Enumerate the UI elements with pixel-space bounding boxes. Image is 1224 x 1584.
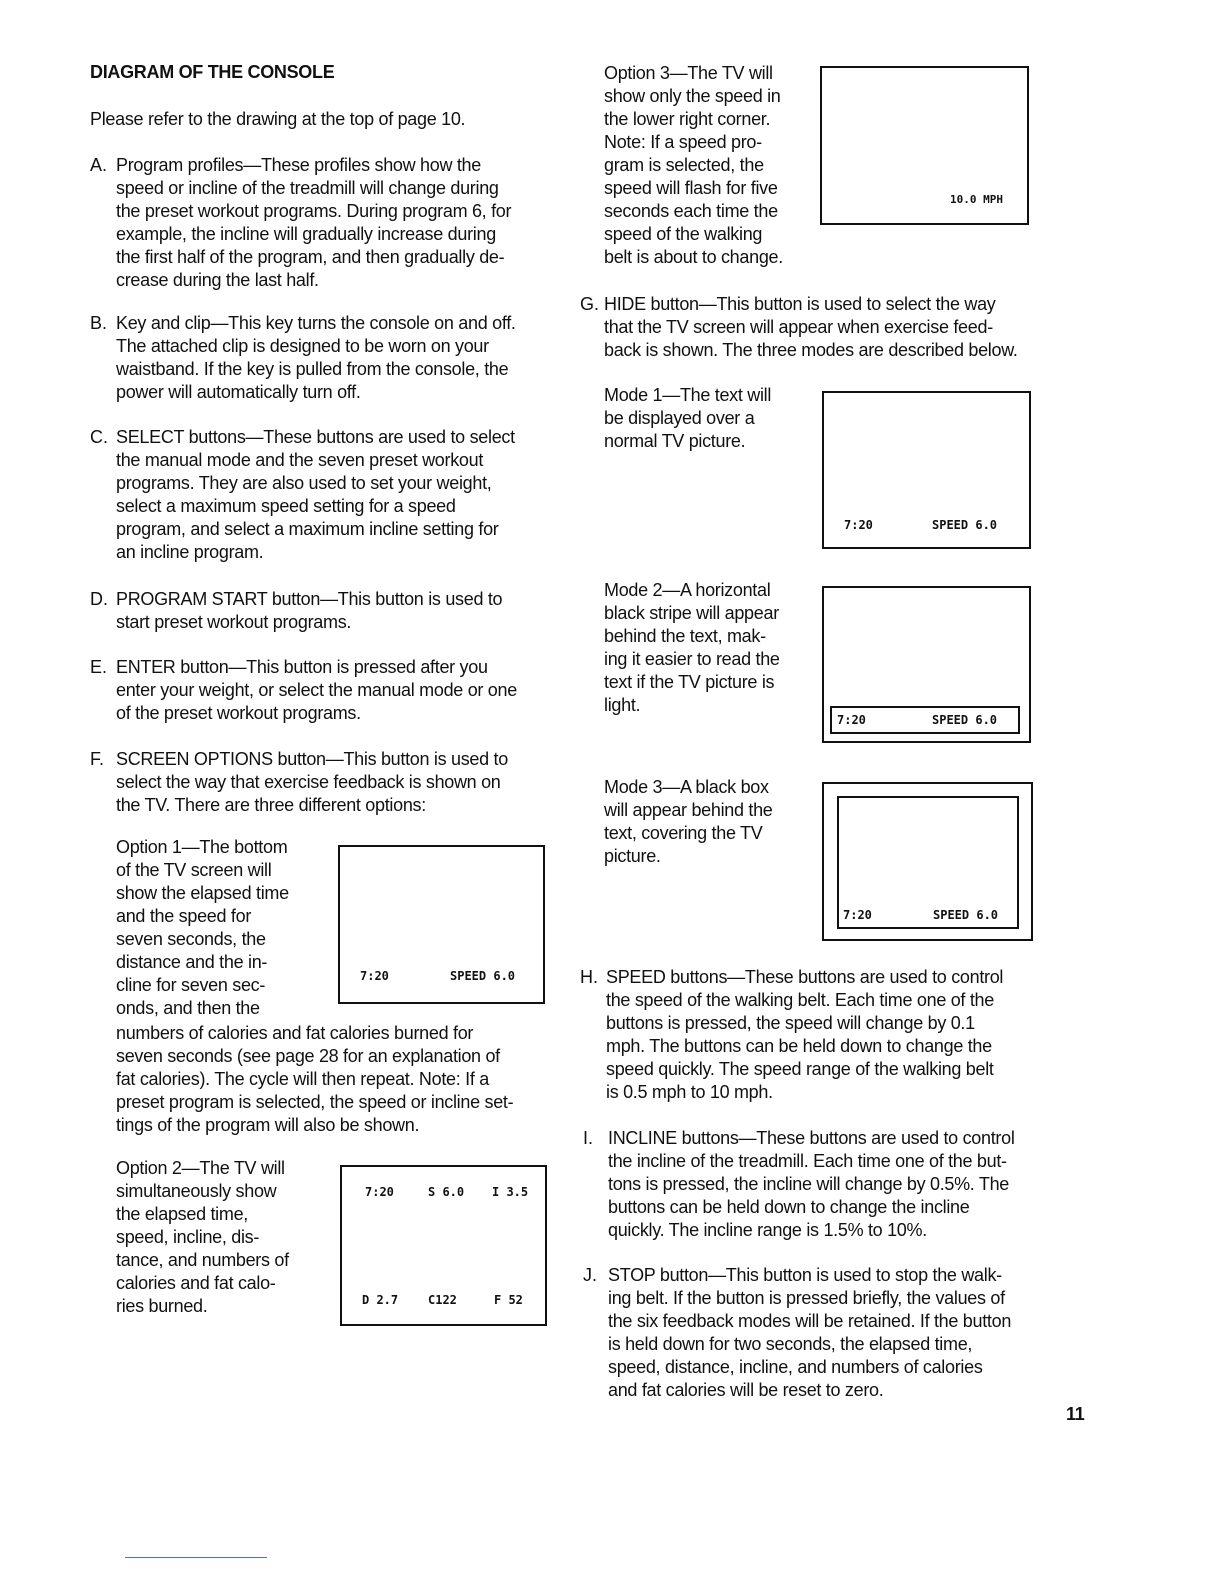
screen-speed: 10.0 MPH: [950, 193, 1003, 206]
item-d-text: PROGRAM START button—This button is used to start preset workout programs.: [116, 589, 503, 632]
page-number: 11: [1066, 1404, 1085, 1424]
item-c-label: C.: [90, 427, 108, 447]
option1-screen: [338, 845, 545, 1004]
section-title: DIAGRAM OF THE CONSOLE: [90, 62, 335, 82]
option2-text: Option 2—The TV will simultaneously show the elapsed time, speed, incline, dis- tance, and numbers of calories and fat calo- ries burned.: [116, 1158, 289, 1316]
screen-incline: I 3.5: [492, 1185, 529, 1199]
item-d-label: D.: [90, 589, 108, 609]
screen-time: 7:20: [844, 518, 873, 532]
item-e-label: E.: [90, 657, 108, 677]
screen-speed: SPEED 6.0: [933, 908, 999, 922]
intro-text: Please refer to the drawing at the top of page 10.: [90, 109, 466, 129]
item-g-label: G.: [580, 294, 600, 314]
option3-text: Option 3—The TV will show only the speed in the lower right corner. Note: If a speed pro- gram is selected, the speed will flash for five seconds each time the speed of the walking belt is about to change.: [604, 63, 783, 267]
mode2-text: Mode 2—A horizontal black stripe will appear behind the text, mak- ing it easier to read the text if the TV picture is light.: [604, 580, 780, 715]
option1-text: Option 1—The bottom of the TV screen will show the elapsed time and the speed for seven seconds, the distance and the in- cline for seven sec- onds, and then the: [116, 837, 289, 1018]
item-a-label: A.: [90, 155, 108, 175]
item-i-text: INCLINE buttons—These buttons are used to control the incline of the treadmill. Each time one of the but- tons is pressed, the incline will change by 0.5%. The buttons can be held down to change the incline quickly. The incline range is 1.5% to 10%.: [608, 1128, 1015, 1240]
option3-screen: [820, 66, 1029, 225]
item-b-label: B.: [90, 313, 108, 333]
item-e-text: ENTER button—This button is pressed after you enter your weight, or select the manual mode or one of the preset workout programs.: [116, 657, 517, 723]
item-j-text: STOP button—This button is used to stop the walk- ing belt. If the button is pressed briefly, the values of the six feedback modes will be retained. If the button is held down for two seconds, the elapsed time, speed, distance, incline, and numbers of calories and fat calories will be reset to zero.: [608, 1265, 1012, 1400]
screen-time: 7:20: [360, 969, 389, 983]
item-h-text: SPEED buttons—These buttons are used to control the speed of the walking belt. Each time one of the buttons is pressed, the speed will change by 0.1 mph. The buttons can be held down to change the speed quickly. The speed range of the walking belt is 0.5 mph to 10 mph.: [606, 967, 1004, 1102]
screen-time: 7:20: [843, 908, 872, 922]
screen-time: 7:20: [365, 1185, 394, 1199]
text-box: [837, 796, 1019, 929]
item-g-text: HIDE button—This button is used to select the way that the TV screen will appear when exercise feed- back is shown. The three modes are described below.: [604, 294, 1018, 360]
item-j-label: J.: [583, 1265, 598, 1285]
screen-speed: SPEED 6.0: [932, 713, 998, 727]
item-f-text: SCREEN OPTIONS button—This button is used to select the way that exercise feedback is shown on the TV. There are three different options:: [116, 749, 508, 815]
mode1-text: Mode 1—The text will be displayed over a normal TV picture.: [604, 385, 772, 451]
item-c-text: SELECT buttons—These buttons are used to select the manual mode and the seven preset workout programs. They are also used to set your weight, select a maximum speed setting for a speed program, and select a maximum incline setting for an incline program.: [116, 427, 515, 562]
option1-text-cont: numbers of calories and fat calories burned for seven seconds (see page 28 for an explanation of fat calories). The cycle will then repeat. Note: If a preset program is selected, the speed or incline set- tings of the program will also be shown.: [116, 1023, 514, 1135]
item-f-label: F.: [90, 749, 105, 769]
item-b-text: Key and clip—This key turns the console on and off. The attached clip is designed to be worn on your waistband. If the key is pulled from the console, the power will automatically turn off.: [116, 313, 516, 402]
mode3-screen: [822, 782, 1033, 941]
item-a-text: Program profiles—These profiles show how the speed or incline of the treadmill will change during the preset workout programs. During program 6, for example, the incline will gradually increase during the first half of the program, and then gradually de- crease during the last half.: [116, 155, 512, 290]
item-i-label: I.: [583, 1128, 594, 1148]
mode3-text: Mode 3—A black box will appear behind the text, covering the TV picture.: [604, 777, 773, 866]
screen-distance: D 2.7: [362, 1293, 399, 1307]
divider-line: [125, 1557, 267, 1558]
screen-fat-calories: F 52: [494, 1293, 523, 1307]
item-h-label: H.: [580, 967, 598, 987]
screen-speed: S 6.0: [428, 1185, 465, 1199]
screen-time: 7:20: [837, 713, 866, 727]
screen-speed: SPEED 6.0: [932, 518, 998, 532]
screen-calories: C122: [428, 1293, 457, 1307]
text-stripe: [830, 706, 1020, 734]
option2-screen: [340, 1165, 547, 1326]
mode2-screen: [822, 586, 1031, 743]
mode1-screen: [822, 391, 1031, 549]
screen-speed: SPEED 6.0: [450, 969, 516, 983]
